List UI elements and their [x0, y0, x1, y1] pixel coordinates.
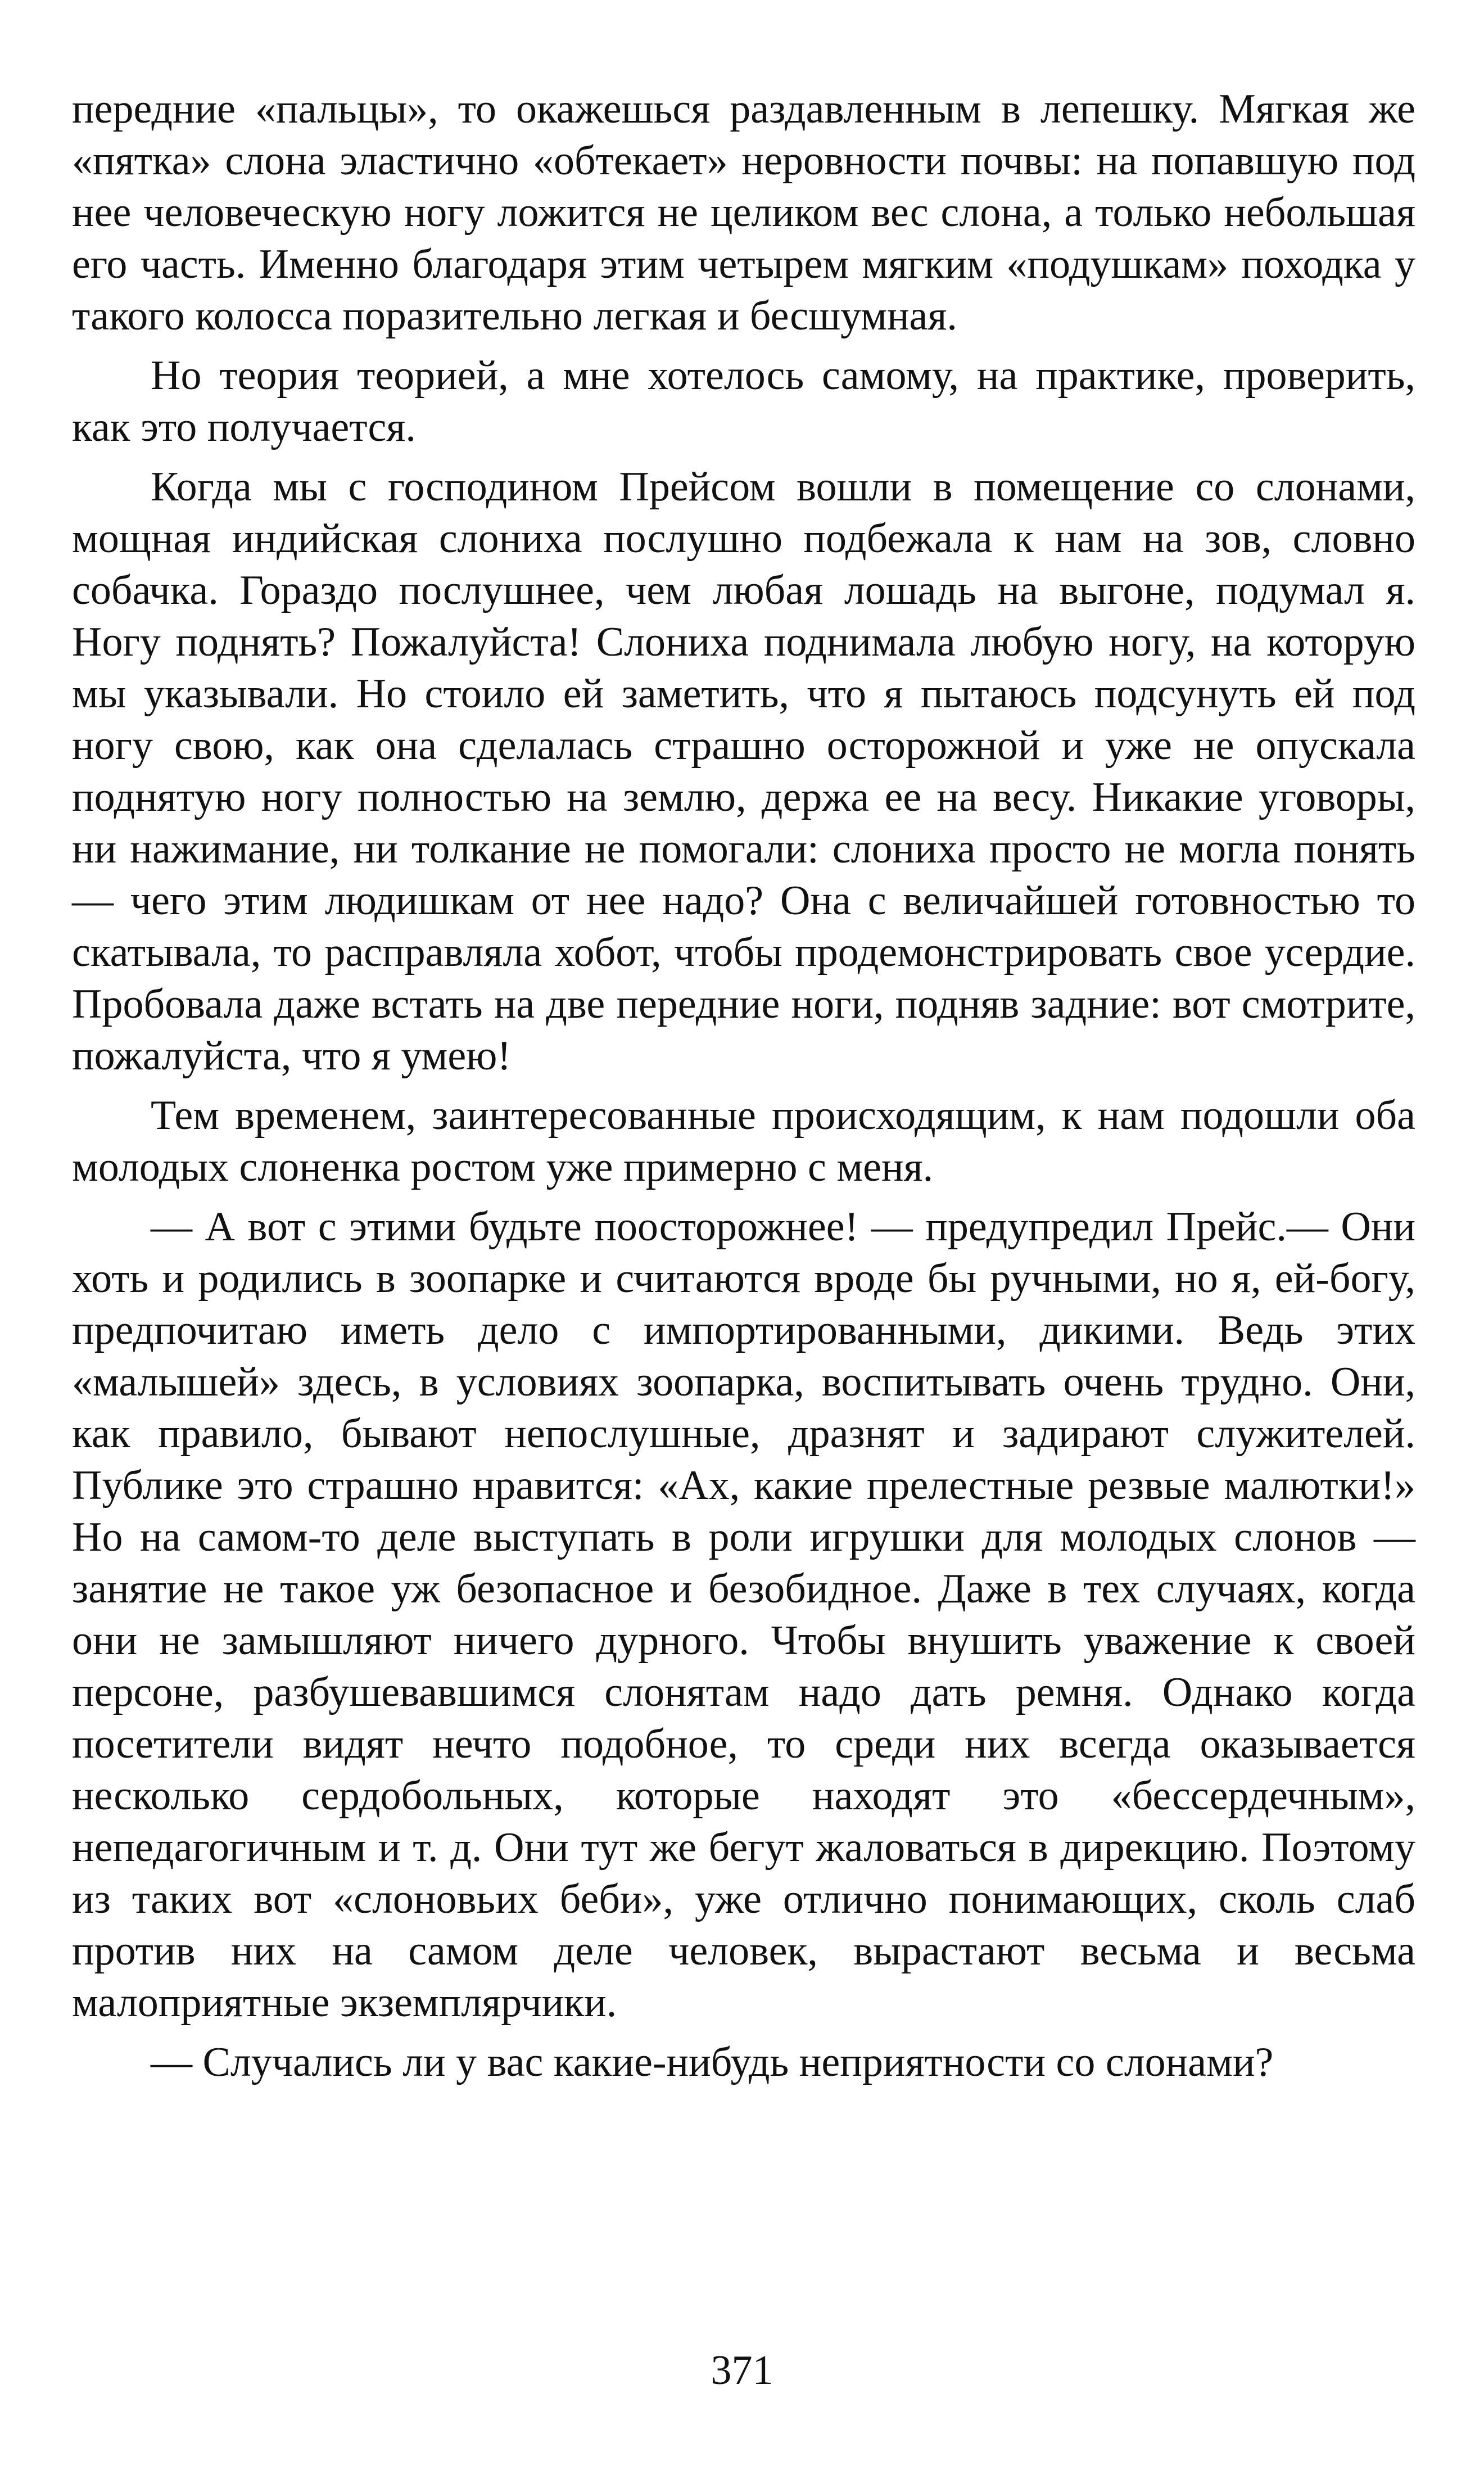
paragraph-1: передние «пальцы», то окажешься раздавленным в лепешку. Мягкая же «пятка» слона эластично «обтекает» неровности почвы: на попавшую под нее человеческую ногу ложится не целиком вес слона, а только небольшая его часть. Именно благодаря этим четырем мягким «подушкам» походка у такого колосса поразительно легкая и бесшумная.: [72, 86, 1415, 339]
page-text: [72, 83, 1415, 2096]
paragraph-4: Тем временем, заинтересованные происходящим, к нам подошли оба молодых слоненка ростом уже примерно с меня.: [72, 1092, 1415, 1190]
paragraph-3: Когда мы с господином Прейсом вошли в помещение со слонами, мощная индийская слониха послушно подбежала к нам на зов, словно собачка. Гораздо послушнее, чем любая лошадь на выгоне, подумал я. Ногу поднять? Пожалуйста! Слониха поднимала любую ногу, на которую мы указывали. Но стоило ей заметить, что я пытаюсь подсунуть ей под ногу свою, как она сделалась страшно осторожной и уже не опускала поднятую ногу полностью на землю, держа ее на весу. Никакие уговоры, ни нажимание, ни толкание не помогали: слониха просто не могла понять — чего этим людишкам от нее надо? Она с величайшей готовностью то скатывала, то расправляла хобот, чтобы продемонстрировать свое усердие. Пробовала даже встать на две передние ноги, подняв задние: вот смотрите, пожалуйста, что я умею!: [72, 464, 1415, 1079]
page-number: 371: [711, 2347, 773, 2393]
paragraph-5: — А вот с этими будьте поосторожнее! — предупредил Прейс.— Они хоть и родились в зоопарке и считаются вроде бы ручными, но я, ей-богу, предпочитаю иметь дело с импортированными, дикими. Ведь этих «малышей» здесь, в условиях зоопарка, воспитывать очень трудно. Они, как правило, бывают непослушные, дразнят и задирают служителей. Публике это страшно нравится: «Ах, какие прелестные резвые малютки!» Но на самом-то деле выступать в роли игрушки для молодых слонов — занятие не такое уж безопасное и безобидное. Даже в тех случаях, когда они не замышляют ничего дурного. Чтобы внушить уважение к своей персоне, разбушевавшимся слонятам надо дать ремня. Однако когда посетители видят нечто подобное, то среди них всегда оказывается несколько сердобольных, которые находят это «бессердечным», непедагогичным и т. д. Они тут же бегут жаловаться в дирекцию. Поэтому из таких вот «слоновьих беби», уже отлично понимающих, сколь слаб против них на самом деле человек, вырастают весьма и весьма малоприятные экземплярчики.: [72, 1204, 1415, 2026]
paragraph-2: Но теория теорией, а мне хотелось самому, на практике, проверить, как это получается.: [72, 353, 1415, 450]
paragraph-6: — Случались ли у вас какие-нибудь неприятности со слонами?: [151, 2039, 1274, 2085]
